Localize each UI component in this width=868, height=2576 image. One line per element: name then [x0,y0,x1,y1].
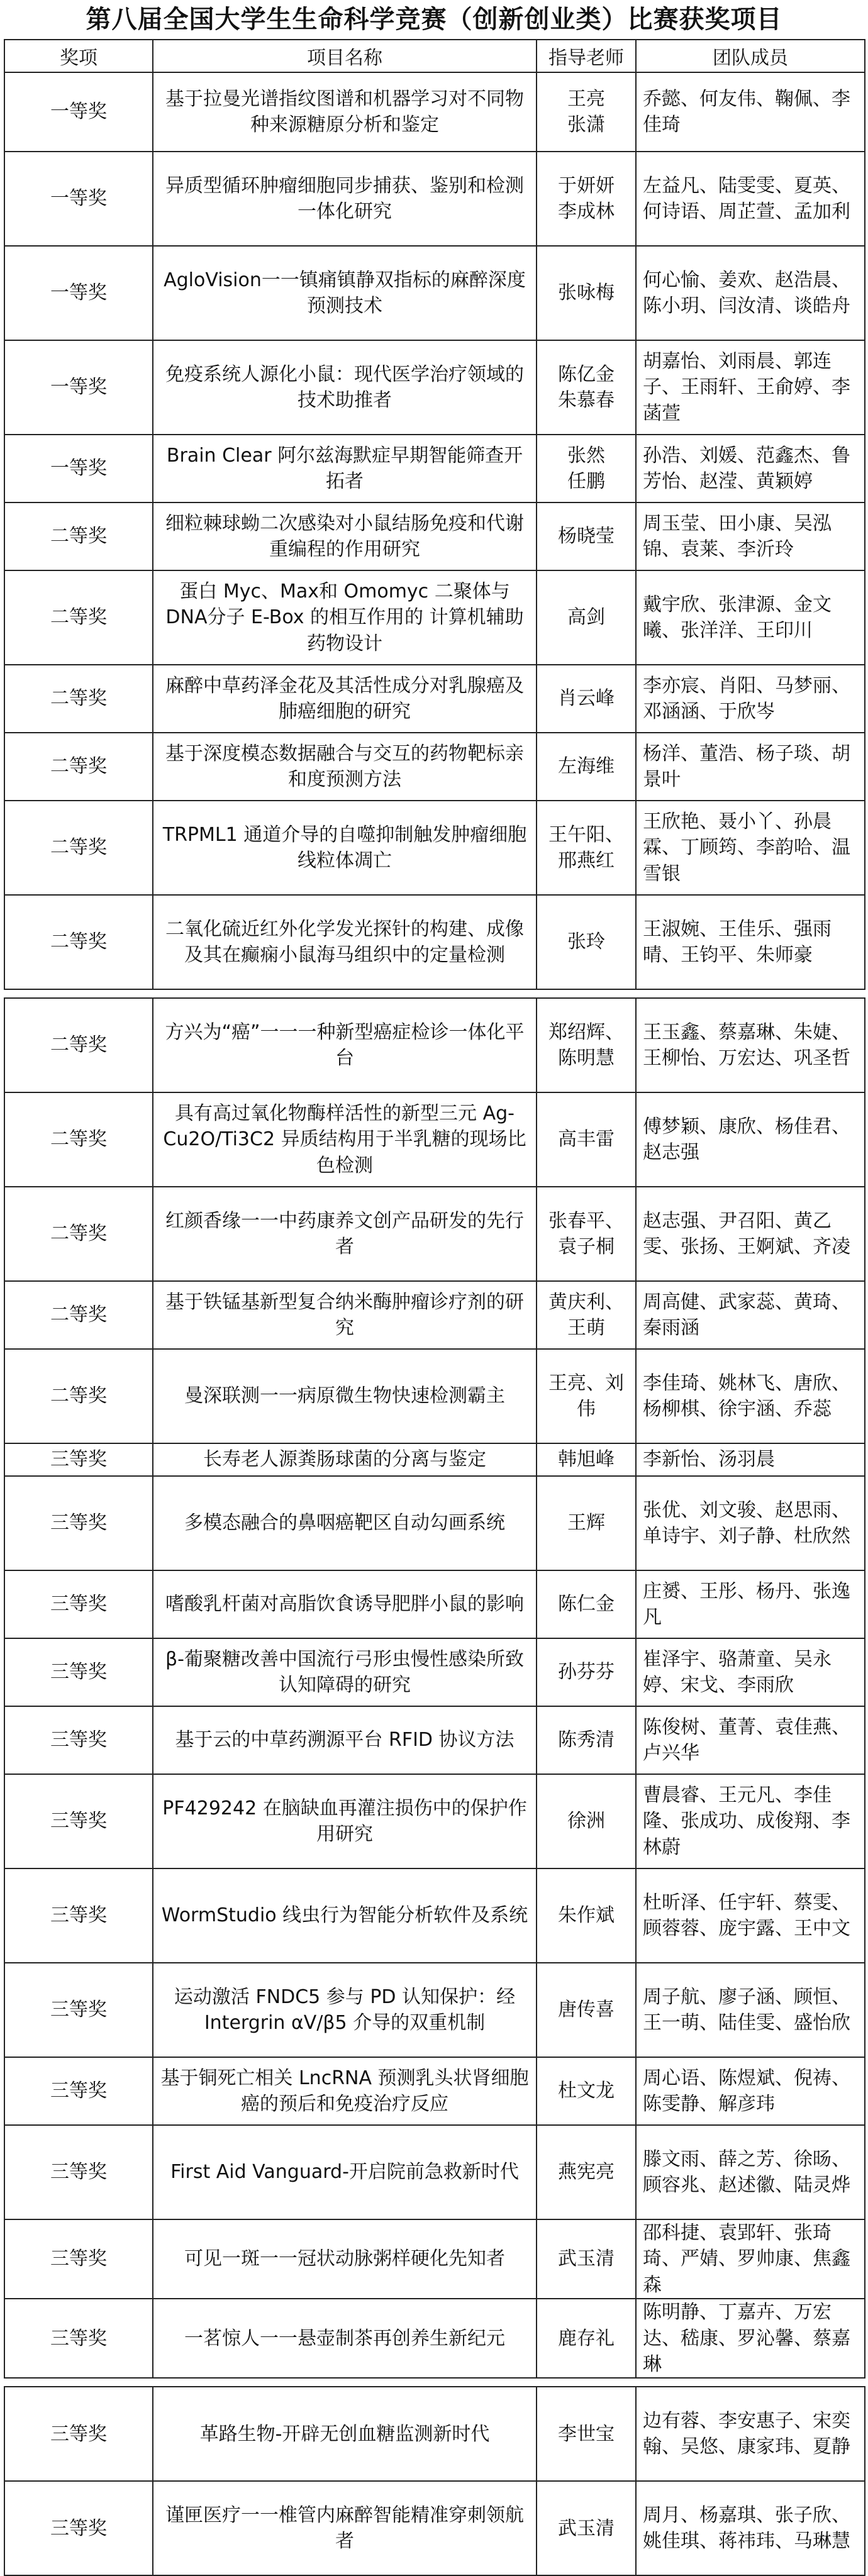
team-members-cell: 邵科捷、袁郢轩、张琦琦、严婧、罗帅康、焦鑫森 [636,2219,865,2299]
advisor-cell: 杨晓莹 [537,502,636,570]
table-row [4,1281,865,1349]
page-title: 第八届全国大学生生命科学竞赛（创新创业类）比赛获奖项目 [86,5,782,34]
project-name-cell: 基于铜死亡相关 LncRNA 预测乳头状肾细胞癌的预后和免疫治疗反应 [153,2057,537,2125]
team-members-cell: 周高健、武家蕊、黄琦、秦雨涵 [636,1281,865,1349]
project-name-cell: 蛋白 Myc、Max和 Omomyc 二聚体与DNA分子 E-Box 的相互作用的 计算机辅助药物设计 [153,570,537,665]
advisor-cell: 王辉 [537,1476,636,1570]
project-name-cell: 嗜酸乳杆菌对高脂饮食诱导肥胖小鼠的影响 [153,1570,537,1638]
table-row [4,895,865,989]
table-row [4,1349,865,1443]
project-name-cell: 运动激活 FNDC5 参与 PD 认知保护：经 Intergrin αV/β5 介导的双重机制 [153,1963,537,2057]
project-name-cell: TRPML1 通道介导的自噬抑制触发肿瘤细胞线粒体凋亡 [153,801,537,895]
award-cell: 一等奖 [4,152,153,246]
award-cell: 三等奖 [4,1774,153,1868]
advisor-cell: 张春平、 袁子桐 [537,1187,636,1281]
project-name-cell: AgloVision一一镇痛镇静双指标的麻醉深度预测技术 [153,246,537,340]
team-members-cell: 王玉鑫、蔡嘉琳、朱婕、王柳怡、万宏达、巩圣哲 [636,998,865,1092]
project-name-cell: First Aid Vanguard-开启院前急救新时代 [153,2125,537,2219]
team-members-cell: 周玉莹、田小康、吴泓锦、袁莱、李沂玲 [636,502,865,570]
table-row [4,1187,865,1281]
advisor-cell: 李世宝 [537,2387,636,2481]
table-row [4,2057,865,2125]
advisor-cell: 陈仁金 [537,1570,636,1638]
project-name-cell: Brain Clear 阿尔兹海默症早期智能筛查开拓者 [153,435,537,502]
table-row [4,2125,865,2219]
team-members-cell: 曹晨睿、王元凡、李佳隆、张成功、成俊翔、李林蔚 [636,1774,865,1868]
table-row [4,733,865,801]
award-cell: 二等奖 [4,998,153,1092]
award-cell: 二等奖 [4,895,153,989]
award-cell: 三等奖 [4,1706,153,1774]
advisor-cell: 高丰雷 [537,1092,636,1187]
award-cell: 二等奖 [4,1349,153,1443]
award-cell: 三等奖 [4,1476,153,1570]
project-name-cell: WormStudio 线虫行为智能分析软件及系统 [153,1868,537,1963]
project-name-cell: 长寿老人源粪肠球菌的分离与鉴定 [153,1443,537,1476]
team-members-cell: 王淑婉、王佳乐、强雨晴、王钧平、朱师豪 [636,895,865,989]
team-members-cell: 戴宇欣、张津源、金文曦、张洋洋、王印川 [636,570,865,665]
award-cell: 三等奖 [4,2481,153,2575]
advisor-cell: 郑绍辉、 陈明慧 [537,998,636,1092]
award-cell: 一等奖 [4,246,153,340]
team-members-cell: 周子航、廖子涵、顾恒、王一萌、陆佳雯、盛怡欣 [636,1963,865,2057]
table-row [4,502,865,570]
separator-cell [4,989,865,998]
table-row [4,570,865,665]
awards-table [4,39,865,2576]
table-row [4,2481,865,2575]
award-cell: 三等奖 [4,1570,153,1638]
award-cell: 二等奖 [4,1187,153,1281]
team-members-cell: 周心语、陈煜斌、倪祷、陈雯静、解彦玮 [636,2057,865,2125]
table-row [4,1963,865,2057]
table-row [4,1868,865,1963]
advisor-cell: 张玲 [537,895,636,989]
advisor-cell: 燕宪亮 [537,2125,636,2219]
advisor-cell: 韩旭峰 [537,1443,636,1476]
award-cell: 二等奖 [4,733,153,801]
award-cell: 三等奖 [4,1638,153,1706]
award-cell: 二等奖 [4,1092,153,1187]
project-name-cell: 一茗惊人一一悬壶制茶再创养生新纪元 [153,2299,537,2378]
team-members-cell: 傅梦颖、康欣、杨佳君、赵志强 [636,1092,865,1187]
project-name-cell: 可见一斑一一冠状动脉粥样硬化先知者 [153,2219,537,2299]
team-members-cell: 杨洋、董浩、杨子琰、胡景叶 [636,733,865,801]
team-members-cell: 王欣艳、聂小丫、孙晨霖、丁顾筠、李韵哈、温雪银 [636,801,865,895]
advisor-cell: 王亮 张潇 [537,72,636,152]
project-name-cell: 曼深联测一一病原微生物快速检测霸主 [153,1349,537,1443]
table-row [4,72,865,152]
table-row [4,1092,865,1187]
award-cell: 一等奖 [4,340,153,435]
team-members-cell: 杜昕泽、任宇轩、蔡雯、顾蓉蓉、庞宇露、王中文 [636,1868,865,1963]
table-row [4,801,865,895]
project-name-cell: 细粒棘球蚴二次感染对小鼠结肠免疫和代谢重编程的作用研究 [153,502,537,570]
team-members-cell: 庄赟、王彤、杨丹、张逸凡 [636,1570,865,1638]
advisor-cell: 朱作斌 [537,1868,636,1963]
advisor-cell: 张咏梅 [537,246,636,340]
award-cell: 二等奖 [4,665,153,733]
advisor-cell: 武玉清 [537,2481,636,2575]
project-name-cell: 方兴为“癌”一一一种新型癌症检诊一体化平台 [153,998,537,1092]
advisor-cell: 唐传喜 [537,1963,636,2057]
advisor-cell: 徐洲 [537,1774,636,1868]
table-row [4,246,865,340]
project-name-cell: 异质型循环肿瘤细胞同步捕获、鉴别和检测一体化研究 [153,152,537,246]
advisor-cell: 肖云峰 [537,665,636,733]
table-row [4,1638,865,1706]
team-members-cell: 李亦宸、肖阳、马梦丽、邓涵涵、于欣岑 [636,665,865,733]
separator-cell [4,2378,865,2387]
table-row [4,2299,865,2378]
table-row [4,1706,865,1774]
table-separator [4,2378,865,2387]
header-project: 项目名称 [153,40,537,72]
award-cell: 三等奖 [4,1963,153,2057]
project-name-cell: 具有高过氧化物酶样活性的新型三元 Ag-Cu2O/Ti3C2 异质结构用于半乳糖的现场比色检测 [153,1092,537,1187]
award-cell: 二等奖 [4,801,153,895]
advisor-cell: 孙芬芬 [537,1638,636,1706]
table-row [4,1774,865,1868]
advisor-cell: 黄庆利、 王萌 [537,1281,636,1349]
table-row [4,152,865,246]
advisor-cell: 陈秀清 [537,1706,636,1774]
project-name-cell: PF429242 在脑缺血再灌注损伤中的保护作用研究 [153,1774,537,1868]
advisor-cell: 张然 任鹏 [537,435,636,502]
project-name-cell: 麻醉中草药泽金花及其活性成分对乳腺癌及肺癌细胞的研究 [153,665,537,733]
project-name-cell: β-葡聚糖改善中国流行弓形虫慢性感染所致认知障碍的研究 [153,1638,537,1706]
team-members-cell: 左益凡、陆雯雯、夏英、何诗语、周芷萱、孟加利 [636,152,865,246]
team-members-cell: 张优、刘文骏、赵思雨、单诗宇、刘子静、杜欣然 [636,1476,865,1570]
team-members-cell: 边有蓉、李安惠子、宋奕翰、吴悠、康家玮、夏静 [636,2387,865,2481]
award-cell: 二等奖 [4,570,153,665]
project-name-cell: 基于深度模态数据融合与交互的药物靶标亲和度预测方法 [153,733,537,801]
award-cell: 二等奖 [4,1281,153,1349]
project-name-cell: 基于铁锰基新型复合纳米酶肿瘤诊疗剂的研究 [153,1281,537,1349]
table-row [4,1476,865,1570]
award-cell: 三等奖 [4,1443,153,1476]
team-members-cell: 滕文雨、薛之芳、徐旸、顾容兆、赵述徽、陆灵烨 [636,2125,865,2219]
advisor-cell: 高剑 [537,570,636,665]
table-row [4,1570,865,1638]
team-members-cell: 崔泽宇、骆萧童、吴永婷、宋戈、李雨欣 [636,1638,865,1706]
team-members-cell: 陈俊树、董菁、袁佳燕、卢兴华 [636,1706,865,1774]
table-row [4,2219,865,2299]
advisor-cell: 武玉清 [537,2219,636,2299]
team-members-cell: 李新怡、汤羽晨 [636,1443,865,1476]
advisor-cell: 王亮、刘伟 [537,1349,636,1443]
project-name-cell: 红颜香缘一一中药康养文创产品研发的先行者 [153,1187,537,1281]
advisor-cell: 陈亿金 朱慕春 [537,340,636,435]
header-advisor: 指导老师 [537,40,636,72]
project-name-cell: 免疫系统人源化小鼠：现代医学治疗领域的技术助推者 [153,340,537,435]
award-cell: 一等奖 [4,435,153,502]
table-separator [4,989,865,998]
award-cell: 三等奖 [4,2299,153,2378]
advisor-cell: 杜文龙 [537,2057,636,2125]
project-name-cell: 谨匣医疗一一椎管内麻醉智能精准穿刺领航者 [153,2481,537,2575]
award-cell: 三等奖 [4,2387,153,2481]
project-name-cell: 多模态融合的鼻咽癌靶区自动勾画系统 [153,1476,537,1570]
award-cell: 三等奖 [4,2125,153,2219]
team-members-cell: 陈明静、丁嘉卉、万宏达、嵇康、罗沁馨、蔡嘉琳 [636,2299,865,2378]
table-row [4,435,865,502]
team-members-cell: 孙浩、刘媛、范鑫杰、鲁芳怡、赵滢、黄颖婷 [636,435,865,502]
award-cell: 三等奖 [4,1868,153,1963]
advisor-cell: 左海维 [537,733,636,801]
table-row [4,998,865,1092]
team-members-cell: 赵志强、尹召阳、黄乙雯、张扬、王婀斌、齐凌 [636,1187,865,1281]
table-row [4,2387,865,2481]
project-name-cell: 基于云的中草药溯源平台 RFID 协议方法 [153,1706,537,1774]
team-members-cell: 胡嘉怡、刘雨晨、郭连子、王雨轩、王俞婷、李菡萱 [636,340,865,435]
team-members-cell: 李佳琦、姚林飞、唐欣、杨柳棋、徐宇涵、乔蕊 [636,1349,865,1443]
header-award: 奖项 [4,40,153,72]
team-members-cell: 何心愉、姜欢、赵浩晨、陈小玥、闫汝清、谈皓舟 [636,246,865,340]
award-cell: 三等奖 [4,2057,153,2125]
award-cell: 三等奖 [4,2219,153,2299]
table-row [4,1443,865,1476]
project-name-cell: 基于拉曼光谱指纹图谱和机器学习对不同物种来源糖原分析和鉴定 [153,72,537,152]
team-members-cell: 周月、杨嘉琪、张子欣、姚佳琪、蒋祎玮、马琳慧 [636,2481,865,2575]
project-name-cell: 革路生物-开辟无创血糖监测新时代 [153,2387,537,2481]
header-team: 团队成员 [636,40,865,72]
award-cell: 二等奖 [4,502,153,570]
advisor-cell: 于妍妍 李成林 [537,152,636,246]
award-cell: 一等奖 [4,72,153,152]
project-name-cell: 二氧化硫近红外化学发光探针的构建、成像及其在癫痫小鼠海马组织中的定量检测 [153,895,537,989]
table-row [4,665,865,733]
table-row [4,340,865,435]
table-body [4,72,865,2575]
header-row [4,40,865,72]
team-members-cell: 乔懿、何友伟、鞠佩、李佳琦 [636,72,865,152]
advisor-cell: 鹿存礼 [537,2299,636,2378]
advisor-cell: 王午阳、 邢燕红 [537,801,636,895]
